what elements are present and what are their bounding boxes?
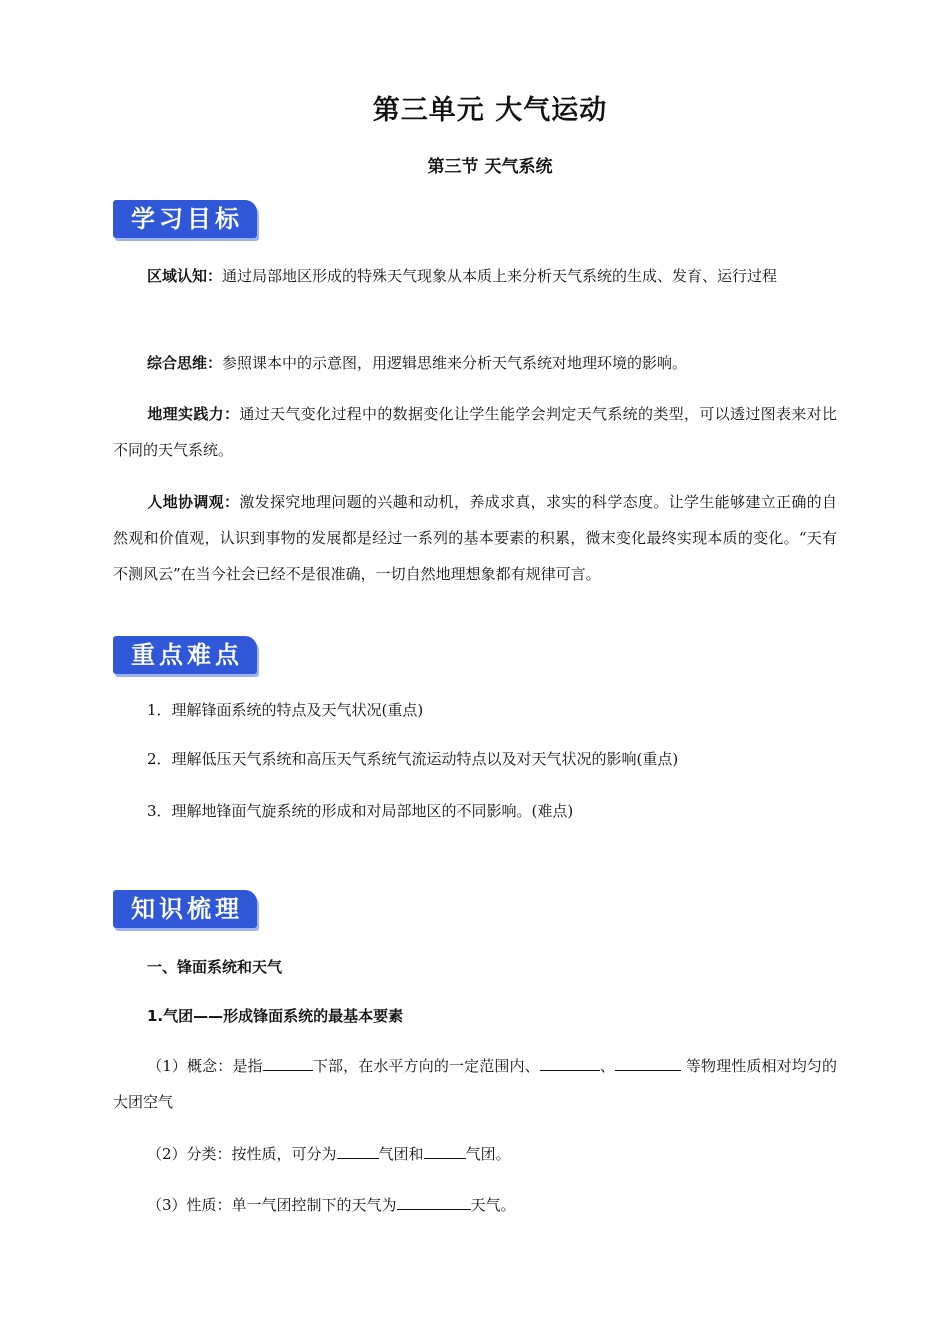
question-classification bbox=[147, 1142, 511, 1166]
objective-regional bbox=[113, 258, 837, 294]
question-text: （1）概念：是指 bbox=[147, 1057, 263, 1075]
answer-blank[interactable] bbox=[337, 1144, 379, 1159]
question-text: （3）性质：单一气团控制下的天气为 bbox=[147, 1196, 397, 1214]
objective-synthesis bbox=[113, 345, 837, 381]
question-text: 气团和 bbox=[378, 1145, 424, 1163]
answer-blank[interactable] bbox=[540, 1056, 600, 1071]
badge-knowledge: 知识梳理 bbox=[113, 890, 257, 928]
key-point-item: 2．理解低压天气系统和高压天气系统气流运动特点以及对天气状况的影响(重点) bbox=[147, 750, 679, 768]
question-text: 天气。 bbox=[470, 1196, 516, 1214]
key-point-item: 1．理解锋面系统的特点及天气状况(重点) bbox=[147, 701, 424, 719]
objective-text: 通过局部地区形成的特殊天气现象从本质上来分析天气系统的生成、发育、运行过程 bbox=[222, 267, 778, 285]
badge-objectives: 学习目标 bbox=[113, 200, 257, 238]
objective-label: 综合思维： bbox=[147, 354, 223, 372]
answer-blank[interactable] bbox=[424, 1144, 466, 1159]
answer-blank[interactable] bbox=[397, 1195, 471, 1210]
objective-label: 区域认知： bbox=[147, 267, 223, 285]
badge-key-points: 重点难点 bbox=[113, 636, 257, 674]
objective-label: 地理实践力： bbox=[147, 405, 240, 423]
question-text: 下部，在水平方向的一定范围内、 bbox=[312, 1057, 540, 1075]
page-title: 第三单元 大气运动 bbox=[372, 95, 608, 126]
question-property bbox=[147, 1193, 516, 1217]
question-text: 气团。 bbox=[465, 1145, 511, 1163]
question-text: （2）分类：按性质，可分为 bbox=[147, 1145, 337, 1163]
objective-harmony bbox=[113, 484, 837, 592]
section-heading: 一、锋面系统和天气 bbox=[147, 958, 283, 976]
subsection-heading: 1.气团——形成锋面系统的最基本要素 bbox=[147, 1007, 404, 1025]
answer-blank[interactable] bbox=[263, 1056, 313, 1071]
objective-text: 激发探究地理问题的兴趣和动机，养成求真，求实的科学态度。让学生能够建立正确的自然观和价值观，认识到事物的发展都是经过一系列的基本要素的积累，微末变化最终实现本质的变化。“天有不测风云”在当今社会已经不是很准确，一切自然地理想象都有规律可言。 bbox=[113, 493, 837, 583]
answer-blank[interactable] bbox=[615, 1056, 681, 1071]
question-text: 等物理性质相对均匀的大团空气 bbox=[113, 1057, 837, 1111]
objective-label: 人地协调观： bbox=[147, 493, 240, 511]
section-subtitle: 第三节 天气系统 bbox=[427, 157, 553, 177]
key-point-item: 3．理解地锋面气旋系统的形成和对局部地区的不同影响。(难点) bbox=[147, 802, 574, 820]
objective-practice bbox=[113, 396, 837, 468]
objective-text: 通过天气变化过程中的数据变化让学生能学会判定天气系统的类型，可以透过图表来对比不同的天气系统。 bbox=[113, 405, 837, 459]
question-concept bbox=[113, 1048, 837, 1120]
objective-text: 参照课本中的示意图，用逻辑思维来分析天气系统对地理环境的影响。 bbox=[222, 354, 688, 372]
question-text: 、 bbox=[599, 1057, 615, 1075]
